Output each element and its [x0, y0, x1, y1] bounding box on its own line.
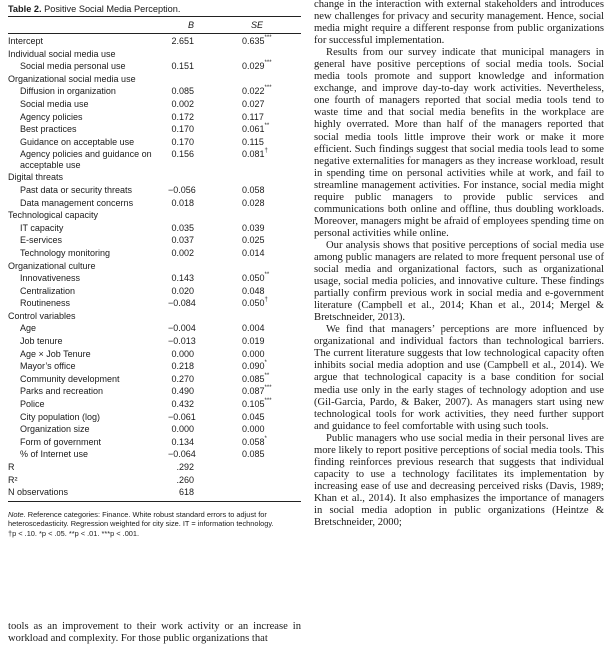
coef-b: 0.002 — [171, 98, 194, 109]
coef-se — [242, 423, 265, 436]
coef-b: .260 — [176, 474, 194, 485]
row-label: R² — [8, 474, 18, 485]
coef-se — [242, 335, 265, 348]
row-label: Intercept — [8, 36, 44, 46]
table-row — [8, 423, 301, 436]
significance-marker: *** — [264, 398, 272, 405]
row-label: Digital threats — [8, 172, 64, 183]
coef-se — [242, 111, 264, 124]
significance-marker: *** — [264, 385, 272, 392]
table-row — [8, 322, 301, 335]
coef-b: .292 — [176, 462, 194, 472]
table-row — [8, 209, 301, 222]
significance-marker: ** — [264, 372, 270, 379]
row-label: Parks and recreation — [20, 386, 104, 397]
table-row — [8, 123, 301, 136]
table-row — [8, 260, 301, 273]
coef-se — [242, 285, 265, 298]
table-row — [8, 310, 301, 323]
row-label: Community development — [20, 373, 120, 384]
table-row — [8, 348, 301, 361]
table-row — [8, 98, 301, 111]
coef-b: 0.134 — [171, 436, 194, 447]
table-row — [8, 222, 301, 235]
se-value: 0.061 — [242, 124, 265, 135]
table-note — [8, 510, 288, 539]
paragraph-4: We find that managers’ perceptions are more influenced by organizational and individual factors than technological barriers. The current literature suggests that low technological capacity often inhibits social media adoption and use (Campbell et al., 2014). We argue that technological capacity is a base condition for social media use only in the early stages of technology adoption and use (Gil-Garcia, Pardo, & Baker, 2007). As managers start using new technological tools for work activities, they need further support and guidance to feel comfortable with using such tools. — [314, 324, 604, 432]
coef-se — [242, 136, 264, 149]
se-value: 0.090 — [242, 361, 265, 372]
coef-b: −0.056 — [168, 184, 196, 195]
table-row — [8, 272, 301, 285]
coef-se — [242, 148, 268, 161]
se-value: 0.085 — [242, 373, 265, 384]
note-text: Reference categories: Finance. White robust standard errors to adjust for heteroscedasticity. Regression weighted for city size. IT = information technology. — [8, 509, 274, 529]
table-row — [8, 111, 301, 124]
table-row — [8, 448, 301, 461]
se-value: 0.027 — [242, 98, 265, 109]
coef-b: 0.432 — [171, 399, 194, 410]
table-bottom-rule — [8, 501, 301, 502]
coef-se — [242, 297, 268, 310]
table-row — [8, 486, 301, 499]
coef-b: 0.490 — [171, 386, 194, 397]
table-row — [8, 136, 301, 149]
row-label: IT capacity — [20, 222, 64, 233]
coef-b: 618 — [178, 487, 194, 498]
table-row — [8, 184, 301, 197]
coef-se — [242, 411, 265, 424]
table-row — [8, 385, 301, 398]
paragraph-1: change in the interaction with external stakeholders and introduces new challenges for privacy and security management. Hence, social media might require a different response from public organizations for successful implementation. — [314, 0, 604, 47]
coef-b: 0.035 — [171, 222, 194, 233]
row-label: Mayor’s office — [20, 361, 76, 372]
significance-marker: † — [264, 148, 268, 155]
coef-b: 2.651 — [171, 36, 194, 46]
coef-b: 0.002 — [171, 247, 194, 258]
row-label: E-services — [20, 235, 63, 246]
coef-b: −0.061 — [168, 411, 196, 422]
se-value: 0.028 — [242, 197, 265, 208]
se-value: 0.115 — [242, 136, 264, 147]
se-value: 0.058 — [242, 184, 265, 195]
row-label: Police — [20, 399, 45, 410]
table-header — [8, 17, 301, 33]
coef-se — [242, 385, 272, 398]
row-label: Technology monitoring — [20, 247, 111, 258]
significance-marker: *** — [264, 85, 272, 92]
table-row — [8, 148, 301, 171]
table-row — [8, 171, 301, 184]
coef-se — [242, 60, 272, 73]
se-value: 0.117 — [242, 111, 264, 122]
se-value: 0.025 — [242, 235, 265, 246]
significance-marker: * — [264, 360, 267, 367]
row-label: Job tenure — [20, 336, 63, 347]
se-value: 0.085 — [242, 449, 265, 460]
paragraph-3: Our analysis shows that positive perceptions of social media use among public managers are related to more frequent personal use of social media and organizational factors, such as organizational usage, social media policies, and innovative culture. These findings partially confirm previous work in social media and e-government literature (Campbell et al., 2014; Khan et al., 2014; Mergel & Bretschneider, 2013). — [314, 239, 604, 324]
se-value: 0.039 — [242, 222, 265, 233]
header-se: SE — [251, 20, 264, 30]
row-label: % of Internet use — [20, 449, 89, 460]
coef-se — [242, 98, 265, 111]
row-label: City population (log) — [20, 411, 101, 422]
coef-b: 0.170 — [171, 136, 194, 147]
table-row — [8, 48, 301, 61]
coef-b: 0.143 — [171, 273, 194, 284]
regression-table — [8, 3, 301, 539]
table-row — [8, 197, 301, 210]
row-label: Social media personal use — [20, 61, 126, 72]
paragraph-5: Public managers who use social media in their personal lives are more likely to report positive perceptions of social media tools. This finding reinforces previous research that suggests that individual capacity to use a technology facilitates its implementation by increasing ease of use and decreasing perceived risks (Davis, 1989; Khan et al., 2014). It also emphasizes the importance of managers in social media adoption in public organizations (Heintze & Bretschneider, 2000; — [314, 432, 604, 529]
coef-b: 0.000 — [171, 348, 194, 359]
note-label: Note. — [8, 509, 26, 519]
se-value: 0.081 — [242, 149, 265, 160]
row-label: Best practices — [20, 124, 77, 135]
row-label: Agency policies — [20, 111, 83, 122]
coef-b: −0.004 — [168, 323, 196, 334]
coef-b: 0.172 — [171, 111, 194, 122]
row-label: Age × Job Tenure — [20, 348, 91, 359]
row-label: Organization size — [20, 424, 90, 435]
se-value: 0.019 — [242, 336, 265, 347]
coef-se — [242, 272, 269, 285]
coef-b: 0.151 — [171, 61, 194, 72]
row-label: R — [8, 462, 15, 472]
coef-b: 0.170 — [171, 124, 194, 135]
table-row — [8, 73, 301, 86]
coef-b: 0.037 — [171, 235, 194, 246]
se-value: 0.000 — [242, 348, 265, 359]
coef-se — [242, 85, 272, 98]
row-label: Diffusion in organization — [20, 86, 116, 97]
significance-marker: *** — [264, 60, 272, 67]
table-row — [8, 297, 301, 310]
table-row — [8, 60, 301, 73]
row-label: Control variables — [8, 310, 76, 321]
table-row — [8, 285, 301, 298]
table-row — [8, 85, 301, 98]
row-label: Organizational culture — [8, 260, 96, 271]
table-row — [8, 35, 301, 48]
coef-se — [242, 184, 265, 197]
coef-se — [242, 322, 265, 335]
significance-marker: † — [264, 297, 268, 304]
se-value: 0.000 — [242, 424, 265, 435]
table-row — [8, 398, 301, 411]
significance-marker: ** — [264, 272, 270, 279]
se-value: 0.048 — [242, 285, 265, 296]
row-label: N observations — [8, 487, 69, 498]
table-title — [8, 3, 301, 16]
coef-se — [242, 35, 272, 48]
left-column-text — [8, 621, 301, 645]
table-label: Table 2. — [8, 4, 42, 14]
left-paragraph: tools as an improvement to their work activity or an increase in workload and complexity. For those public organizations that — [8, 621, 301, 645]
row-label: Organizational social media use — [8, 73, 136, 84]
paragraph-2: Results from our survey indicate that municipal managers in general have positive perceptions of social media tools. Social media tools promote and support knowledge and information exchange, and improve day-to-day work activities. Nevertheless, one fourth of managers reported that social media tools tend to waste time and that social media benefits in the workplace are highly overrated. More than half of the managers reported that social media tools little improve their work or make it more efficient. Such findings suggest that social media tools lead to some negative externalities for managers as they increase workload, result in spending time on personal activities while at work, and fail to streamline management activities. For instance, social media might require public managers to provide public services and communications both online and offline, thus doubling workloads. Moreover, managers might be afraid of employees spending time on personal activities while online. — [314, 47, 604, 239]
row-label: Agency policies and guidance on acceptable use — [20, 149, 152, 171]
coef-se — [242, 222, 265, 235]
row-label: Social media use — [20, 98, 89, 109]
row-label: Routineness — [20, 298, 71, 309]
row-label: Form of government — [20, 436, 102, 447]
se-value: 0.087 — [242, 386, 265, 397]
se-value: 0.045 — [242, 411, 265, 422]
coef-b: −0.013 — [168, 336, 196, 347]
right-column-text — [314, 0, 604, 529]
se-value: 0.004 — [242, 323, 265, 334]
table-body — [8, 34, 301, 499]
coef-b: 0.018 — [171, 197, 194, 208]
coef-se — [242, 398, 272, 411]
coef-b: −0.084 — [168, 298, 196, 309]
table-row — [8, 373, 301, 386]
header-b: B — [188, 20, 195, 30]
se-value: 0.014 — [242, 247, 265, 258]
coef-se — [242, 348, 265, 361]
table-row — [8, 247, 301, 260]
row-label: Past data or security threats — [20, 184, 133, 195]
coef-se — [242, 436, 267, 449]
table-row — [8, 360, 301, 373]
table-row — [8, 335, 301, 348]
row-label: Individual social media use — [8, 48, 116, 59]
significance-marker: *** — [264, 35, 272, 41]
se-value: 0.105 — [242, 399, 265, 410]
se-value: 0.050 — [242, 298, 265, 309]
row-label: Centralization — [20, 285, 76, 296]
coef-b: 0.270 — [171, 373, 194, 384]
se-value: 0.050 — [242, 273, 265, 284]
coef-se — [242, 247, 265, 260]
coef-se — [242, 360, 267, 373]
table-row — [8, 461, 301, 474]
coef-b: 0.218 — [171, 361, 194, 372]
coef-b: 0.000 — [171, 424, 194, 435]
coef-b: 0.156 — [171, 149, 194, 160]
table-row — [8, 411, 301, 424]
coef-se — [242, 448, 265, 461]
table-caption: Positive Social Media Perception. — [44, 4, 181, 14]
coef-se — [242, 373, 269, 386]
coef-se — [242, 234, 265, 247]
table-row — [8, 436, 301, 449]
row-label: Innovativeness — [20, 273, 81, 284]
row-label: Data management concerns — [20, 197, 134, 208]
row-label: Technological capacity — [8, 210, 99, 221]
table-row — [8, 234, 301, 247]
table-row — [8, 474, 301, 487]
row-label: Guidance on acceptable use — [20, 136, 135, 147]
significance-marker: * — [264, 435, 267, 442]
significance-note: †p < .10. *p < .05. **p < .01. ***p < .001. — [8, 528, 140, 538]
se-value: 0.635 — [242, 36, 265, 46]
significance-marker: ** — [264, 123, 270, 130]
row-label: Age — [20, 323, 37, 334]
coef-se — [242, 123, 269, 136]
coef-b: 0.020 — [171, 285, 194, 296]
coef-b: 0.085 — [171, 86, 194, 97]
se-value: 0.022 — [242, 86, 265, 97]
se-value: 0.029 — [242, 61, 265, 72]
coef-b: −0.064 — [168, 449, 196, 460]
se-value: 0.058 — [242, 436, 265, 447]
coef-se — [242, 197, 265, 210]
